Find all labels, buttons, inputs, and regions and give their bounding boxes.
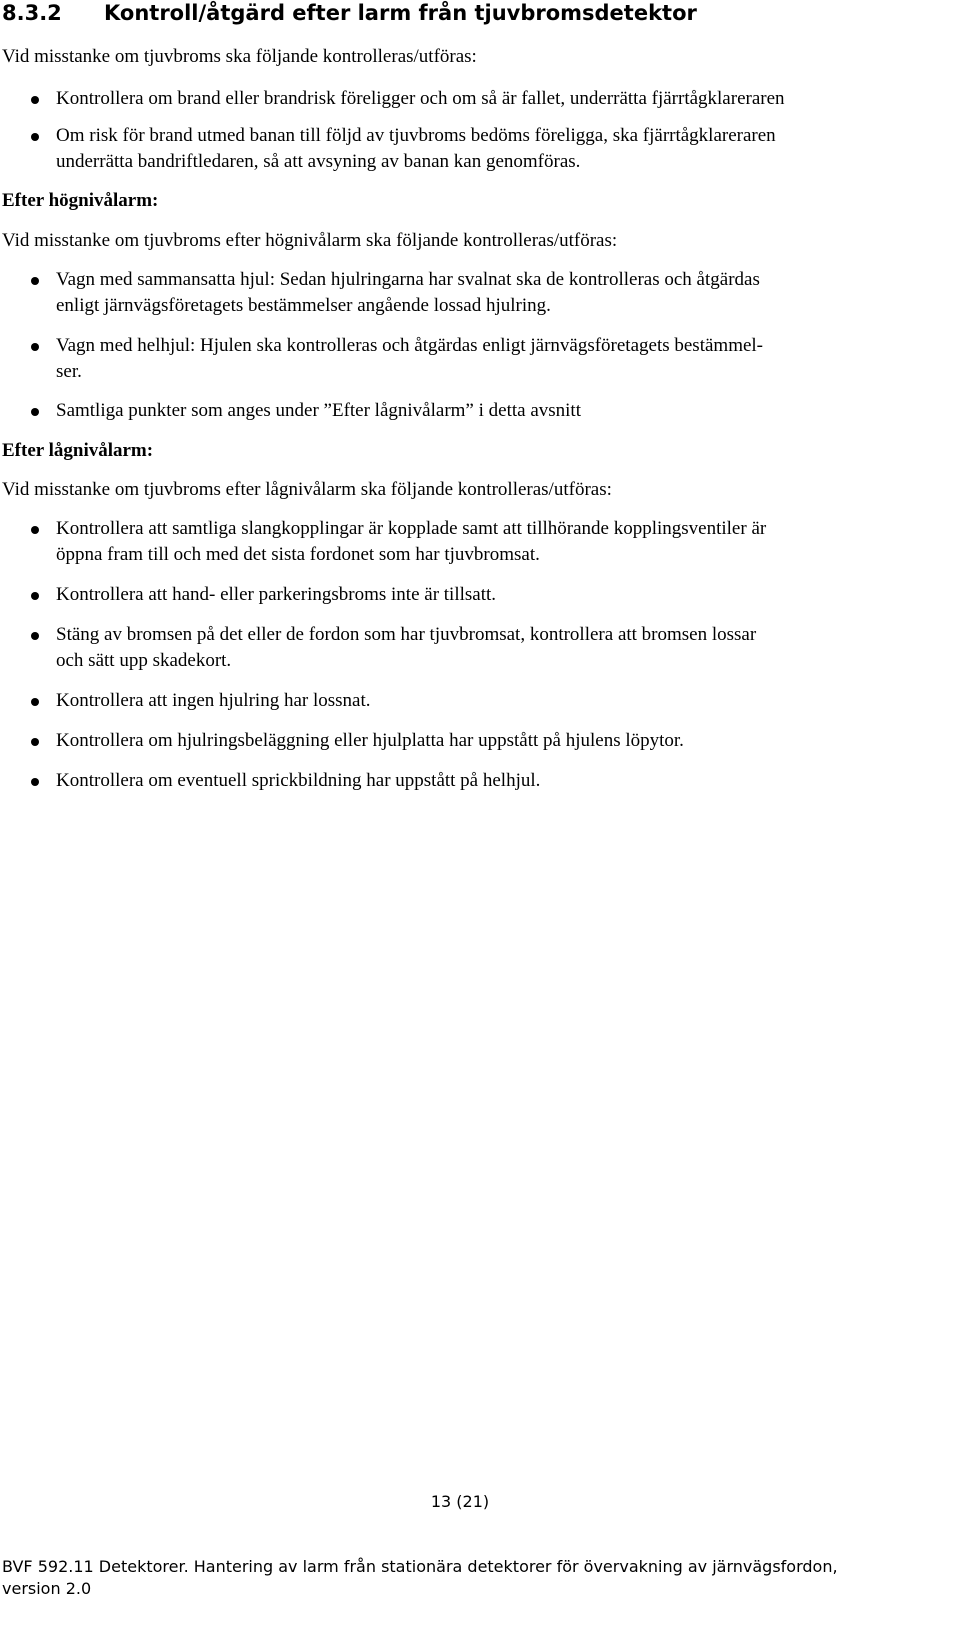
- bullet-icon: [31, 698, 39, 706]
- list-item-line: Samtliga punkter som anges under ”Efter lågnivålarm” i detta avsnitt: [56, 400, 581, 421]
- footer-document-title: BVF 592.11 Detektorer. Hantering av larm från stationära detektorer för övervakning av järnvägsfordon,: [2, 1557, 838, 1576]
- list-item-line: Kontrollera om brand eller brandrisk föreligger och om så är fallet, underrätta fjärrtågklareraren: [56, 88, 785, 109]
- list-item-line: Vagn med sammansatta hjul: Sedan hjulringarna har svalnat ska de kontrolleras och åtgärdas: [56, 269, 760, 290]
- list-item-text: [56, 582, 940, 608]
- list-item-text: [56, 622, 940, 674]
- list-item-line: ser.: [56, 361, 82, 382]
- list-item-line: enligt järnvägsföretagets bestämmelser angående lossad hjulring.: [56, 295, 551, 316]
- list-item-text: [56, 86, 940, 112]
- list-item-text: [56, 267, 940, 319]
- list-item-line: Kontrollera om eventuell sprickbildning har uppstått på helhjul.: [56, 770, 541, 791]
- bullet-icon: [31, 592, 39, 600]
- high-alarm-heading: Efter högnivålarm:: [2, 190, 159, 211]
- bullet-icon: [31, 632, 39, 640]
- list-item-text: [56, 728, 940, 754]
- page-number: 13 (21): [430, 1492, 490, 1511]
- bullet-icon: [31, 778, 39, 786]
- intro-text: Vid misstanke om tjuvbroms ska följande kontrolleras/utföras:: [2, 46, 477, 67]
- section-number: 8.3.2: [2, 1, 62, 25]
- list-item-line: Vagn med helhjul: Hjulen ska kontrolleras och åtgärdas enligt järnvägsföretagets bestämmel-: [56, 335, 764, 356]
- list-item-line: öppna fram till och med det sista fordonet som har tjuvbromsat.: [56, 544, 540, 565]
- list-item-line: Om risk för brand utmed banan till följd av tjuvbroms bedöms föreligga, ska fjärrtågklareraren: [56, 125, 776, 146]
- list-item-line: och sätt upp skadekort.: [56, 650, 232, 671]
- list-item-text: [56, 688, 940, 714]
- list-item-line: underrätta bandriftledaren, så att avsyning av banan kan genomföras.: [56, 151, 581, 172]
- bullet-icon: [31, 133, 39, 141]
- list-item-text: [56, 123, 940, 175]
- footer-version: version 2.0: [2, 1579, 92, 1598]
- list-item-line: Kontrollera att hand- eller parkeringsbroms inte är tillsatt.: [56, 584, 497, 605]
- list-item-text: [56, 768, 940, 794]
- list-item-text: [56, 333, 940, 385]
- list-item-line: Stäng av bromsen på det eller de fordon som har tjuvbromsat, kontrollera att bromsen lossar: [56, 624, 757, 645]
- list-item-line: Kontrollera om hjulringsbeläggning eller hjulplatta har uppstått på hjulens löpytor.: [56, 730, 684, 751]
- bullet-icon: [31, 277, 39, 285]
- bullet-icon: [31, 738, 39, 746]
- section-title: Kontroll/åtgärd efter larm från tjuvbromsdetektor: [104, 1, 697, 25]
- bullet-icon: [31, 408, 39, 416]
- low-alarm-heading: Efter lågnivålarm:: [2, 440, 154, 461]
- list-item-line: Kontrollera att ingen hjulring har lossnat.: [56, 690, 371, 711]
- section-heading: [2, 0, 697, 26]
- bullet-icon: [31, 526, 39, 534]
- high-alarm-intro: Vid misstanke om tjuvbroms efter högnivålarm ska följande kontrolleras/utföras:: [2, 230, 618, 251]
- list-item-text: [56, 516, 940, 568]
- low-alarm-intro: Vid misstanke om tjuvbroms efter lågnivålarm ska följande kontrolleras/utföras:: [2, 479, 612, 500]
- bullet-icon: [31, 96, 39, 104]
- bullet-icon: [31, 343, 39, 351]
- list-item-line: Kontrollera att samtliga slangkopplingar är kopplade samt att tillhörande kopplingsventiler är: [56, 518, 767, 539]
- list-item-text: [56, 398, 940, 424]
